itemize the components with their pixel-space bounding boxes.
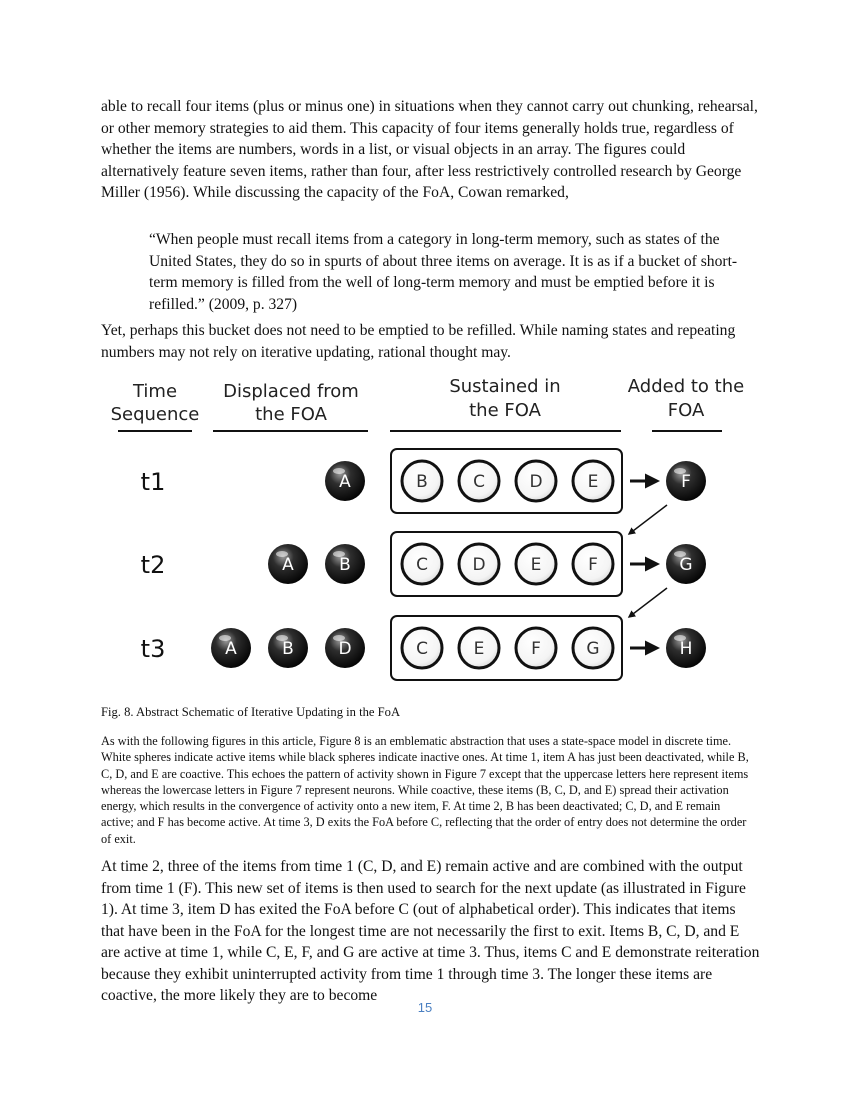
inactive-item-sphere (325, 628, 365, 668)
sphere-label: G (679, 555, 693, 575)
inactive-item-sphere (666, 461, 706, 501)
sphere-label: H (679, 639, 693, 659)
header-displaced-line2: the FOA (255, 404, 327, 425)
inactive-item-sphere (325, 544, 365, 584)
inactive-item-sphere (666, 628, 706, 668)
time-label: t2 (140, 551, 166, 579)
sphere-label: B (282, 639, 294, 659)
feedback-arrow (629, 505, 667, 534)
header-time-line2: Sequence (110, 404, 200, 425)
time-label: t1 (140, 468, 166, 496)
sphere-label: A (225, 639, 237, 659)
sphere-label: E (587, 472, 599, 492)
time-row-t2 (141, 532, 706, 617)
inactive-item-sphere (325, 461, 365, 501)
sphere-label: A (339, 472, 351, 492)
header-added-line2: FOA (667, 400, 705, 421)
active-item-sphere (573, 628, 613, 668)
active-item-sphere (573, 544, 613, 584)
sphere-label: F (531, 639, 541, 659)
time-row-t1 (141, 449, 706, 534)
header-displaced-line1: Displaced from (223, 381, 359, 402)
active-item-sphere (516, 461, 556, 501)
active-item-sphere (402, 628, 442, 668)
header-sustained-line1: Sustained in (449, 376, 561, 397)
figure-8-schematic (0, 368, 850, 698)
figure-caption-body: As with the following figures in this article, Figure 8 is an emblematic abstraction that uses a state-space model in discrete time. White spheres indicate active items while black spheres indicate inactive ones. At time 1, item A has just been deactivated, while B, C, D, and E are coactive. This echoes the pattern of activity shown in Figure 7 except that the uppercase letters here represent items whereas the lowercase letters in Figure 7 represent neurons. While coactive, these items (B, C, D, and E) spread their activation energy, which results in the convergence of activity onto a new item, F. At time 2, B has been deactivated; C, D, and E remain active; and F has become active. At time 3, D exits the FoA before C, reflecting that the order of entry does not determine the order of exit. (101, 734, 749, 846)
sphere-label: F (588, 555, 598, 575)
paragraph-capacity: able to recall four items (plus or minus one) in situations when they cannot carry out chunking, rehearsal, or other memory strategies to aid them. This capacity of four items generally holds true, regardless of whether the items are numbers, words in a list, or visual objects in an array. The figures could alternatively feature seven items, rather than four, after less restrictively controlled research by George Miller (1956). While discussing the capacity of the FoA, Cowan remarked, (101, 98, 758, 201)
paragraph-time-analysis: At time 2, three of the items from time 1 (C, D, and E) remain active and are combined with the output from time 1 (F). This new set of items is then used to search for the next update (as illustrated in Figure 1). At time 3, item D has exited the FoA before C (out of alphabetical order). This indicates that items that have been in the FoA for the longest time are not necessarily the first to exit. Items B, C, D, and E are active at time 1, while C, E, F, and G are active at time 3. Thus, items C and E demonstrate reiteration because they exhibit uninterrupted activity from time 1 through time 3. The longer these items are coactive, the more likely they are to become (101, 858, 760, 1004)
sphere-label: C (416, 639, 428, 659)
active-item-sphere (402, 461, 442, 501)
sphere-label: B (339, 555, 351, 575)
paragraph-bucket: Yet, perhaps this bucket does not need to be emptied to be refilled. While naming states and repeating numbers may not rely on iterative updating, rational thought may. (101, 322, 736, 361)
sphere-label: C (416, 555, 428, 575)
time-row-t3 (141, 616, 706, 680)
page-number: 15 (417, 1000, 433, 1015)
feedback-arrow (629, 588, 667, 617)
header-added-line1: Added to the (627, 376, 745, 397)
active-item-sphere (459, 544, 499, 584)
sphere-label: B (416, 472, 428, 492)
figure-caption-title: Fig. 8. Abstract Schematic of Iterative Updating in the FoA (101, 705, 401, 719)
header-time-line1: Time (132, 381, 178, 402)
header-sustained-line2: the FOA (469, 400, 541, 421)
sphere-label: C (473, 472, 485, 492)
sphere-label: E (473, 639, 485, 659)
sphere-label: D (529, 472, 543, 492)
sphere-label: D (472, 555, 486, 575)
inactive-item-sphere (268, 544, 308, 584)
active-item-sphere (402, 544, 442, 584)
inactive-item-sphere (666, 544, 706, 584)
active-item-sphere (459, 628, 499, 668)
sphere-label: A (282, 555, 294, 575)
sphere-label: E (530, 555, 542, 575)
inactive-item-sphere (268, 628, 308, 668)
active-item-sphere (459, 461, 499, 501)
figure-rows (141, 449, 706, 680)
sphere-label: F (681, 472, 691, 492)
time-label: t3 (140, 635, 166, 663)
active-item-sphere (573, 461, 613, 501)
block-quote-cowan: “When people must recall items from a category in long-term memory, such as states of the United States, they do so in spurts of about three items on average. It is as if a bucket of short-term memory is filled from the well of long-term memory and must be emptied before it is refilled.” (2009, p. 327) (149, 231, 738, 313)
sphere-label: D (338, 639, 352, 659)
sphere-label: G (586, 639, 600, 659)
active-item-sphere (516, 628, 556, 668)
inactive-item-sphere (211, 628, 251, 668)
active-item-sphere (516, 544, 556, 584)
